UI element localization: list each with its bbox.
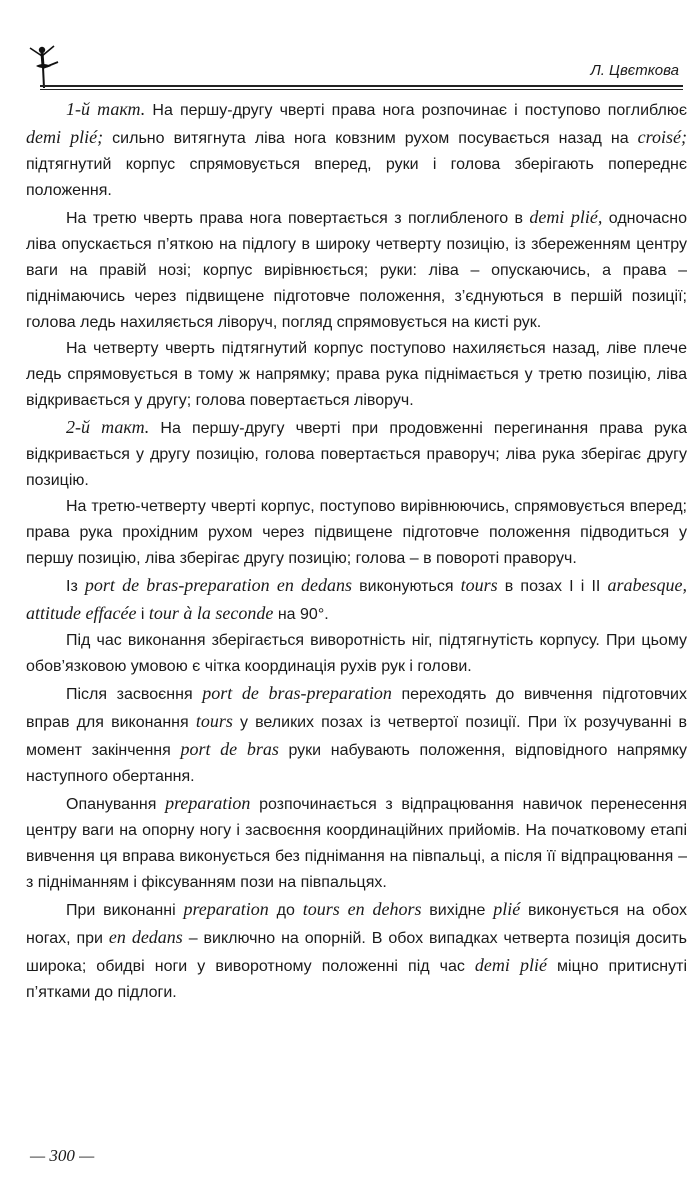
text-run: На третю чверть права нога повертається з поглибленого в bbox=[66, 210, 530, 227]
italic-term: demi plié; bbox=[26, 127, 104, 147]
italic-term: preparation bbox=[183, 899, 269, 919]
text-run: Із bbox=[66, 578, 85, 595]
italic-term: demi plié bbox=[474, 955, 547, 975]
text-run: На третю-четверту чверті корпус, поступово вирівнюючись, спрямовується вперед; права рука прохідним рухом через підвищене підготовче положення підводиться у першу позицію, ліва зберігає другу позицію; голова – в повороті праворуч. bbox=[26, 498, 687, 567]
paragraph bbox=[26, 896, 687, 1006]
text-run: до bbox=[268, 902, 303, 919]
text-run: на 90°. bbox=[273, 606, 329, 623]
italic-term: tours bbox=[195, 711, 233, 731]
italic-term: croisé; bbox=[637, 127, 687, 147]
text-run: розпочинається з відпрацювання навичок перенесення центру ваги на опорну ногу і засвоєння координаційних прийомів. На початковому етапі вивчення ця вправа виконується без піднімання на півпальці, а після її відпрацювання – з підніманням і фіксуванням пози на півпальцях. bbox=[26, 796, 688, 891]
ballerina-icon bbox=[24, 42, 68, 90]
paragraph bbox=[26, 628, 687, 680]
italic-term: preparation bbox=[165, 793, 251, 813]
text-run: переходять до вивчення підготовчих вправ для виконання bbox=[26, 686, 687, 731]
text-run: – виключно на опорній. В обох випадках четверта позиція досить широка; обидві ноги у виворотному положенні під час bbox=[26, 930, 688, 975]
italic-term: tours en dehors bbox=[302, 899, 422, 919]
paragraph bbox=[26, 414, 687, 494]
italic-term: port de bras bbox=[180, 739, 279, 759]
header-rule-thin bbox=[40, 89, 683, 90]
text-run: підтягнутий корпус спрямовується вперед, руки і голова зберігають попереднє положення. bbox=[26, 156, 687, 199]
text-run: Після засвоєння bbox=[66, 686, 203, 703]
text-run: виконуються bbox=[352, 578, 461, 595]
paragraph bbox=[26, 204, 687, 336]
text-run: вихідне bbox=[421, 902, 494, 919]
text-run: При виконанні bbox=[66, 902, 184, 919]
text-run: і bbox=[136, 606, 149, 623]
body-text bbox=[26, 96, 687, 1006]
paragraph bbox=[26, 494, 687, 572]
text-run: міцно притиснуті п’ятками до підлоги. bbox=[26, 958, 688, 1001]
author-name: Л. Цвєткова bbox=[590, 62, 679, 79]
italic-term: port de bras-preparation bbox=[202, 683, 392, 703]
text-run: у великих позах із четвертої позиції. При їх розучуванні в момент закінчення bbox=[26, 714, 688, 759]
italic-term: 2-й такт. bbox=[66, 417, 150, 437]
paragraph bbox=[26, 790, 687, 896]
italic-term: port de bras-preparation en dedans bbox=[84, 575, 353, 595]
italic-term: 1-й такт. bbox=[66, 99, 146, 119]
paragraph bbox=[26, 336, 687, 414]
text-run: На четверту чверть підтягнутий корпус поступово нахиляється назад, ліве плече ледь спрямовується в тому ж напрямку; права рука піднімається у третю позицію, ліва відкривається у другу; голова повертається ліворуч. bbox=[26, 340, 687, 409]
italic-term: tour à la seconde bbox=[148, 603, 274, 623]
text-run: виконується на обох ногах, при bbox=[26, 902, 688, 947]
text-run: На першу-другу чверті права нога розпочинає і поступово поглиблює bbox=[145, 102, 687, 119]
text-run: сильно витягнута ліва нога ковзним рухом посувається назад на bbox=[103, 130, 638, 147]
text-run: в позах I і II bbox=[497, 578, 608, 595]
paragraph bbox=[26, 572, 687, 628]
italic-term: tours bbox=[460, 575, 498, 595]
header-rule-thick bbox=[40, 85, 683, 87]
italic-term: plié bbox=[493, 899, 521, 919]
italic-term: en dedans bbox=[108, 927, 183, 947]
text-run: Опанування bbox=[66, 796, 166, 813]
paragraph bbox=[26, 96, 687, 204]
page-header bbox=[20, 40, 685, 100]
italic-term: demi plié, bbox=[529, 207, 603, 227]
text-run: Під час виконання зберігається виворотність ніг, підтягнутість корпусу. При цьому обов’язковою умовою є чітка координація рухів рук і голови. bbox=[26, 632, 687, 675]
text-run: одночасно ліва опускається п’яткою на підлогу в широку четверту позицію, із збереженням центру ваги на правій нозі; корпус вирівнюється; руки: ліва – опускаючись, а права – піднімаючись через підвищене підготовче положення, з’єднуються в першій позиції; голова ледь нахиляється ліворуч, погляд спрямовується на кисті рук. bbox=[26, 210, 688, 331]
italic-term: arabesque, attitude effacée bbox=[26, 575, 687, 623]
text-run: руки набувають положення, відповідного напрямку наступного обертання. bbox=[26, 742, 687, 785]
text-run: На першу-другу чверті при продовженні перегинання права рука відкривається у другу позицію, голова повертається праворуч; ліва рука зберігає другу позицію. bbox=[26, 420, 688, 489]
paragraph bbox=[26, 680, 687, 790]
page-number: — 300 — bbox=[30, 1146, 95, 1165]
